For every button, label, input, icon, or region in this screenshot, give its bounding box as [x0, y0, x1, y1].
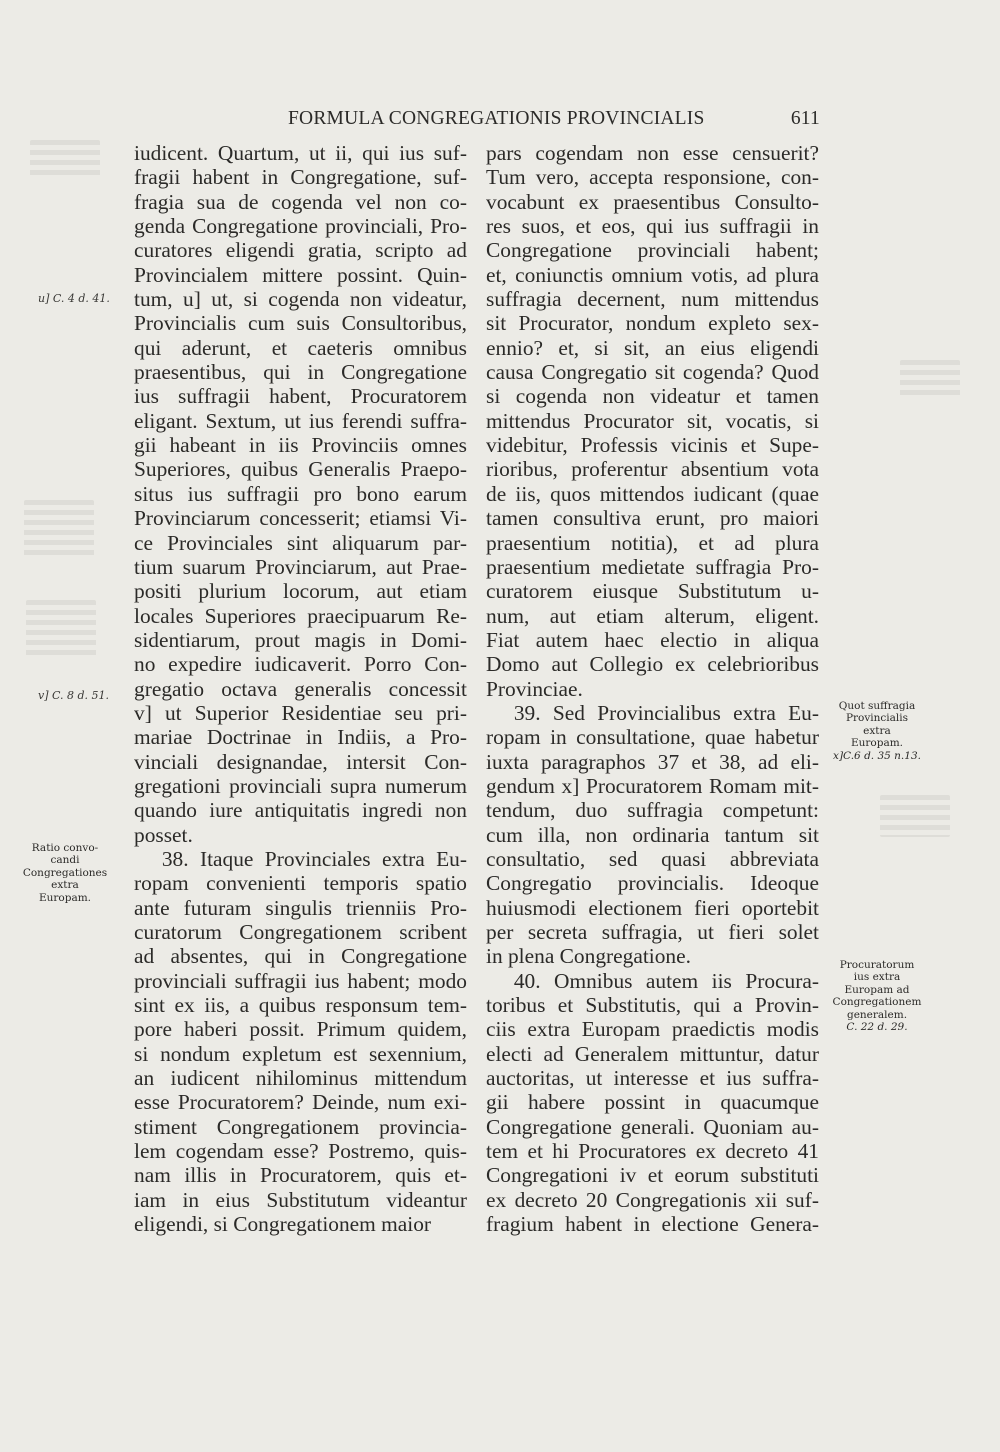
text-line: cum illa, non ordinaria tantum sit: [486, 822, 819, 847]
text-line: esse Procuratorem? Deinde, num exi-: [134, 1090, 467, 1115]
text-line: suffragia decernent, num mittendus: [486, 287, 819, 312]
text-line: curatores eligendi gratia, scripto ad: [134, 238, 467, 263]
text-line: Fiat autem haec electio in aliqua: [486, 627, 819, 652]
text-line: 39. Sed Provincialibus extra Eu-: [513, 700, 819, 725]
margin-note-line: Quot suffragia: [838, 700, 916, 712]
text-line: et, coniunctis omnium votis, ad plura: [486, 262, 819, 287]
text-line: tium suarum Provinciarum, aut Prae-: [134, 554, 467, 579]
text-line: ante futuram singulis trienniis Pro-: [134, 895, 467, 920]
text-line: iam in eius Substitutum videantur: [134, 1187, 467, 1212]
margin-note-line: candi: [50, 854, 80, 867]
margin-note-line: Europam.: [850, 737, 904, 750]
bleed-through-mark: [24, 500, 94, 560]
margin-note-line: extra: [51, 879, 79, 892]
margin-note-line: extra: [863, 724, 891, 737]
text-line: posset.: [134, 822, 193, 847]
text-line: gregatio octava generalis concessit: [134, 676, 467, 701]
text-line: positi plurium locorum, aut etiam: [134, 579, 467, 604]
text-line: per secreta suffragia, ut fieri solet: [486, 920, 819, 944]
text-line: Congregatione generali. Quoniam au-: [486, 1114, 819, 1139]
text-line: auctoritas, ut interesse et ius suffra-: [486, 1066, 819, 1091]
text-line: Provinciarum concesserit; etiamsi Vi-: [134, 506, 467, 531]
margin-note-line: generalem.: [846, 1008, 908, 1021]
text-line: ennio? et, si sit, an eius eligendi: [486, 335, 819, 360]
text-line: iudicent. Quartum, ut ii, qui ius suf-: [134, 141, 467, 165]
text-line: curatorem eiusque Substitutum u-: [486, 579, 819, 604]
text-line: consultatio, sed quasi abbreviata: [486, 846, 819, 871]
text-line: ex decreto 20 Congregationis xii suf-: [486, 1187, 819, 1212]
text-line: situs ius suffragii pro bono earum: [134, 481, 467, 506]
text-line: rioribus, proferentur absentium vota: [486, 457, 819, 482]
margin-note-line: Europam ad: [844, 983, 910, 996]
text-line: 40. Omnibus autem iis Procura-: [513, 968, 819, 993]
text-line: Superiores, quibus Generalis Praepo-: [134, 457, 467, 482]
margin-ref-x: x]C.6 d. 35 n.13.: [833, 749, 921, 762]
margin-note-procuratorum: [822, 959, 932, 1033]
text-line: ropam convenienti temporis spatio: [134, 871, 467, 896]
text-line: tem et hi Procuratores ex decreto 41: [486, 1139, 819, 1164]
text-line: an iudicent nihilominus mittendum: [134, 1066, 467, 1091]
text-line: fragii habent in Congregatione, suf-: [134, 165, 467, 190]
text-line: sidentiarum, prout magis in Domi-: [134, 627, 467, 652]
text-line: Congregationi iv et eorum substituti: [486, 1163, 819, 1188]
text-line: si cogenda non videatur et tamen: [486, 384, 819, 409]
text-line: ciis extra Europam praedictis modis: [486, 1017, 819, 1042]
text-line: 38. Itaque Provinciales extra Eu-: [161, 846, 467, 871]
text-line: ropam in consultatione, quae habetur: [486, 725, 819, 750]
running-title: FORMULA CONGREGATIONIS PROVINCIALIS: [288, 108, 705, 129]
margin-ref-c22: C. 22 d. 29.: [846, 1021, 908, 1034]
text-line: praesentium notitia), et ad plura: [486, 530, 819, 555]
bleed-through-mark: [900, 360, 960, 398]
text-line: causa Congregatio sit cogenda? Quod: [486, 360, 819, 385]
text-line: Provincialis cum suis Consultoribus,: [134, 311, 467, 336]
margin-ref-v: v] C. 8 d. 51.: [38, 689, 110, 702]
text-line: sint ex iis, a quibus responsum tem-: [134, 993, 467, 1018]
text-line: fragium habent in electione Genera-: [486, 1212, 819, 1237]
text-line: stiment Congregationem provincia-: [134, 1114, 467, 1139]
margin-note-ratio: [10, 842, 120, 904]
text-line: v] ut Superior Residentiae seu pri-: [134, 700, 467, 725]
text-line: videbitur, Professis vicinis et Supe-: [486, 433, 819, 458]
text-line: provinciali suffragii ius habent; modo: [134, 968, 467, 993]
text-line: tendum, duo suffragia competunt:: [486, 798, 819, 823]
text-line: gii habere possint in quacumque: [486, 1090, 819, 1115]
left-column: [134, 141, 467, 1236]
text-line: nam illis in Procuratorem, quis et-: [134, 1163, 467, 1188]
text-line: iuxta paragraphos 37 et 38, ad eli-: [486, 749, 819, 774]
text-line: mariae Doctrinae in Indiis, a Pro-: [134, 725, 467, 750]
text-line: num, aut etiam alterum, eligent.: [486, 603, 819, 628]
text-line: curatorum Congregationem scribent: [134, 920, 467, 944]
text-line: qui aderunt, et caeteris omnibus: [134, 335, 467, 360]
margin-note-line: Procuratorum: [839, 959, 915, 971]
text-line: de iis, quos mittendos iudicant (quae: [486, 481, 819, 506]
text-line: praesentibus, qui in Congregatione: [134, 360, 467, 385]
text-line: Tum vero, accepta responsione, con-: [486, 165, 819, 190]
margin-note-line: Europam.: [38, 891, 92, 904]
text-line: locales Superiores praecipuarum Re-: [134, 603, 467, 628]
right-column: [486, 141, 819, 1236]
bleed-through-mark: [26, 600, 96, 660]
text-line: si nondum expletum est sexennium,: [134, 1041, 467, 1066]
text-line: lem cogendam esse? Postremo, quis-: [134, 1139, 467, 1164]
text-line: pore haberi possit. Primum quidem,: [134, 1017, 467, 1042]
margin-note-line: Provincialis: [845, 712, 909, 725]
text-line: electi ad Generalem mittuntur, datur: [486, 1041, 819, 1066]
bleed-through-mark: [880, 795, 950, 837]
text-line: pars cogendam non esse censuerit?: [486, 141, 819, 165]
text-line: sit Procurator, nondum expleto sex-: [486, 311, 819, 336]
margin-ref-u: u] C. 4 d. 41.: [38, 292, 110, 305]
text-line: quando iure antiquitatis ingredi non: [134, 798, 467, 823]
text-line: Provinciae.: [486, 676, 583, 701]
text-line: in plena Congregatione.: [486, 944, 691, 969]
text-line: toribus et Substitutis, qui a Provin-: [486, 993, 819, 1018]
margin-note-line: ius extra: [853, 971, 901, 984]
text-line: ce Provinciales sint aliquarum par-: [134, 530, 467, 555]
margin-note-quot: [822, 700, 932, 762]
text-line: Congregatio provincialis. Ideoque: [486, 871, 819, 896]
text-line: eligant. Sextum, ut ius ferendi suffra-: [134, 408, 467, 433]
page-number: 611: [790, 108, 820, 129]
text-line: mittendus Procurator sit, vocatis, si: [486, 408, 819, 433]
text-line: Domo aut Collegio ex celebrioribus: [486, 652, 819, 677]
margin-note-line: Ratio convo-: [31, 842, 99, 854]
text-line: ius suffragii habent, Procuratorem: [134, 384, 467, 409]
text-line: Provincialem mittere possint. Quin-: [134, 262, 467, 287]
text-line: gendum x] Procuratorem Romam mit-: [486, 773, 819, 798]
text-line: genda Congregatione provinciali, Pro-: [134, 214, 467, 239]
text-line: no expedire iudicaverit. Porro Con-: [134, 652, 467, 677]
text-line: tamen consultiva erunt, pro maiori: [486, 506, 819, 531]
margin-note-line: Congregationem: [832, 996, 922, 1009]
margin-note-line: Congregationes: [22, 866, 108, 879]
text-line: tum, u] ut, si cogenda non videatur,: [134, 287, 467, 312]
text-line: Congregatione provinciali habent;: [486, 238, 819, 263]
text-line: res suos, et eos, qui ius suffragii in: [486, 214, 819, 239]
text-line: ad absentes, qui in Congregatione: [134, 944, 467, 969]
text-line: vinciali designandae, intersit Con-: [134, 749, 467, 774]
text-line: gii habeant in iis Provinciis omnes: [134, 433, 467, 458]
text-line: praesentium medietate suffragia Pro-: [486, 554, 819, 579]
text-line: fragia sua de cogenda vel non co-: [134, 189, 467, 214]
text-line: eligendi, si Congregationem maior: [134, 1212, 432, 1237]
text-line: vocabunt ex praesentibus Consulto-: [486, 189, 819, 214]
bleed-through-mark: [30, 140, 100, 178]
text-line: huiusmodi electionem fieri oportebit: [486, 895, 819, 920]
text-line: gregationi provinciali supra numerum: [134, 773, 467, 798]
